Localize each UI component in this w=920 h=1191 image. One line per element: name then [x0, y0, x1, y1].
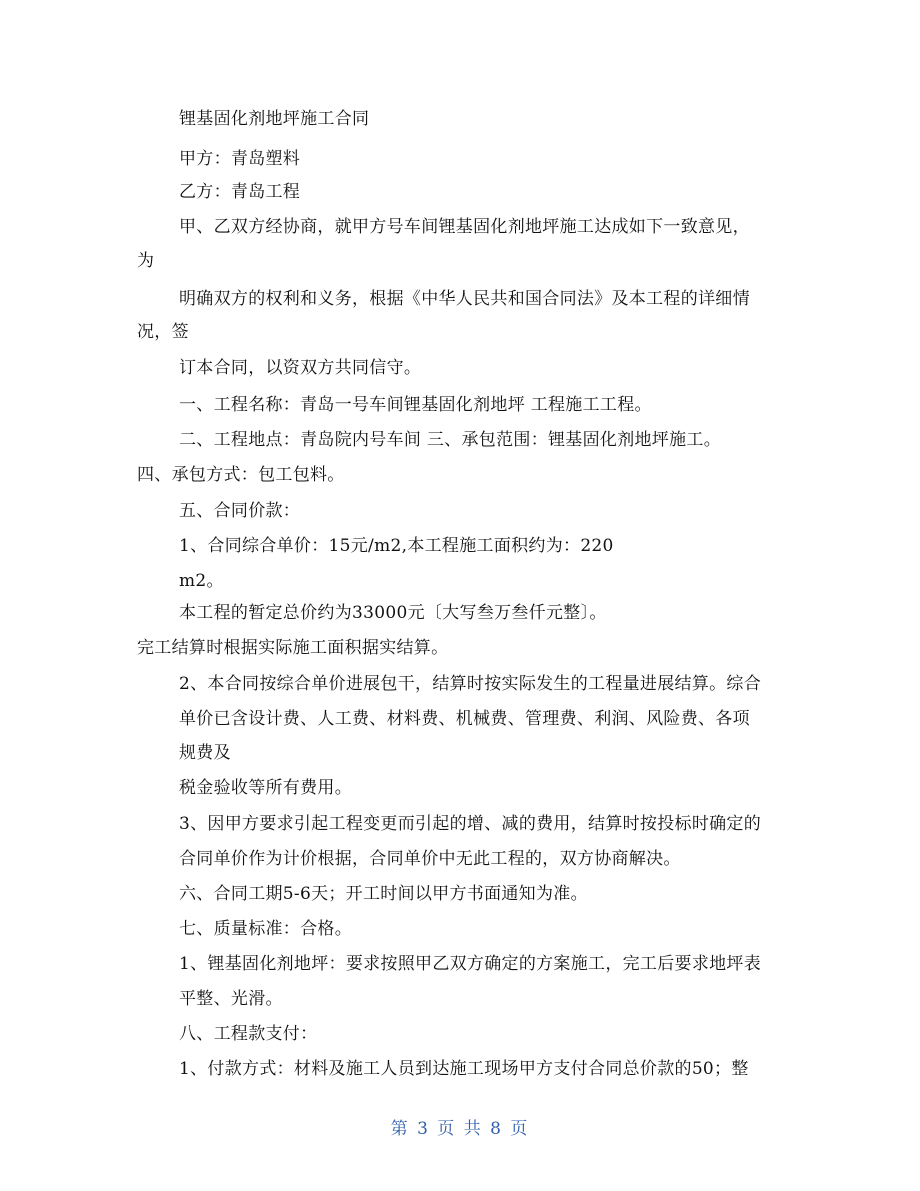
text-line: 为	[137, 251, 155, 271]
text-line: 1、付款方式：材料及施工人员到达施工现场甲方支付合同总价款的50；整	[179, 1059, 749, 1079]
text-line: 税金验收等所有费用。	[179, 778, 352, 798]
text-line: 平整、光滑。	[179, 989, 283, 1009]
section-heading: 五、合同价款：	[179, 501, 301, 521]
section-heading: 一、工程名称：青岛一号车间锂基固化剂地坪 工程施工工程。	[179, 395, 652, 415]
section-heading: 二、工程地点：青岛院内号车间 三、承包范围：锂基固化剂地坪施工。	[179, 430, 722, 450]
text-line: 甲、乙双方经协商，就甲方号车间锂基固化剂地坪施工达成如下一致意见，	[179, 217, 750, 237]
text-line: 1、锂基固化剂地坪：要求按照甲乙双方确定的方案施工，完工后要求地坪表	[179, 954, 762, 974]
text-line: 明确双方的权利和义务，根据《中华人民共和国合同法》及本工程的详细情	[179, 289, 750, 309]
contract-title: 锂基固化剂地坪施工合同	[179, 109, 370, 129]
text-line: 2、本合同按综合单价进展包干，结算时按实际发生的工程量进展结算。综合	[179, 674, 762, 694]
text-line: 规费及	[179, 743, 231, 763]
text-line: 1、合同综合单价：15元/m2,本工程施工面积约为：220	[179, 536, 614, 556]
section-heading: 四、承包方式：包工包料。	[137, 465, 345, 485]
page-number: 第 3 页 共 8 页	[390, 1119, 530, 1139]
section-heading: 八、工程款支付：	[179, 1024, 318, 1044]
text-line: 况，签	[137, 322, 189, 342]
section-heading: 七、质量标准：合格。	[179, 919, 352, 939]
text-line: 订本合同，以资双方共同信守。	[179, 358, 422, 378]
text-line: 单价已含设计费、人工费、材料费、机械费、管理费、利润、风险费、各项	[179, 709, 750, 729]
text-line: 合同单价作为计价根据，合同单价中无此工程的，双方协商解决。	[179, 849, 681, 869]
text-line: 完工结算时根据实际施工面积据实结算。	[137, 638, 449, 658]
text-line: 本工程的暂定总价约为33000元〔大写叁万叁仟元整〕。	[179, 603, 607, 623]
section-heading: 六、合同工期5-6天；开工时间以甲方书面通知为准。	[179, 884, 588, 904]
party-a: 甲方：青岛塑料	[179, 149, 301, 169]
party-b: 乙方：青岛工程	[179, 182, 301, 202]
text-line: 3、因甲方要求引起工程变更而引起的增、减的费用，结算时按投标时确定的	[179, 814, 762, 834]
text-line: m2。	[179, 571, 224, 591]
